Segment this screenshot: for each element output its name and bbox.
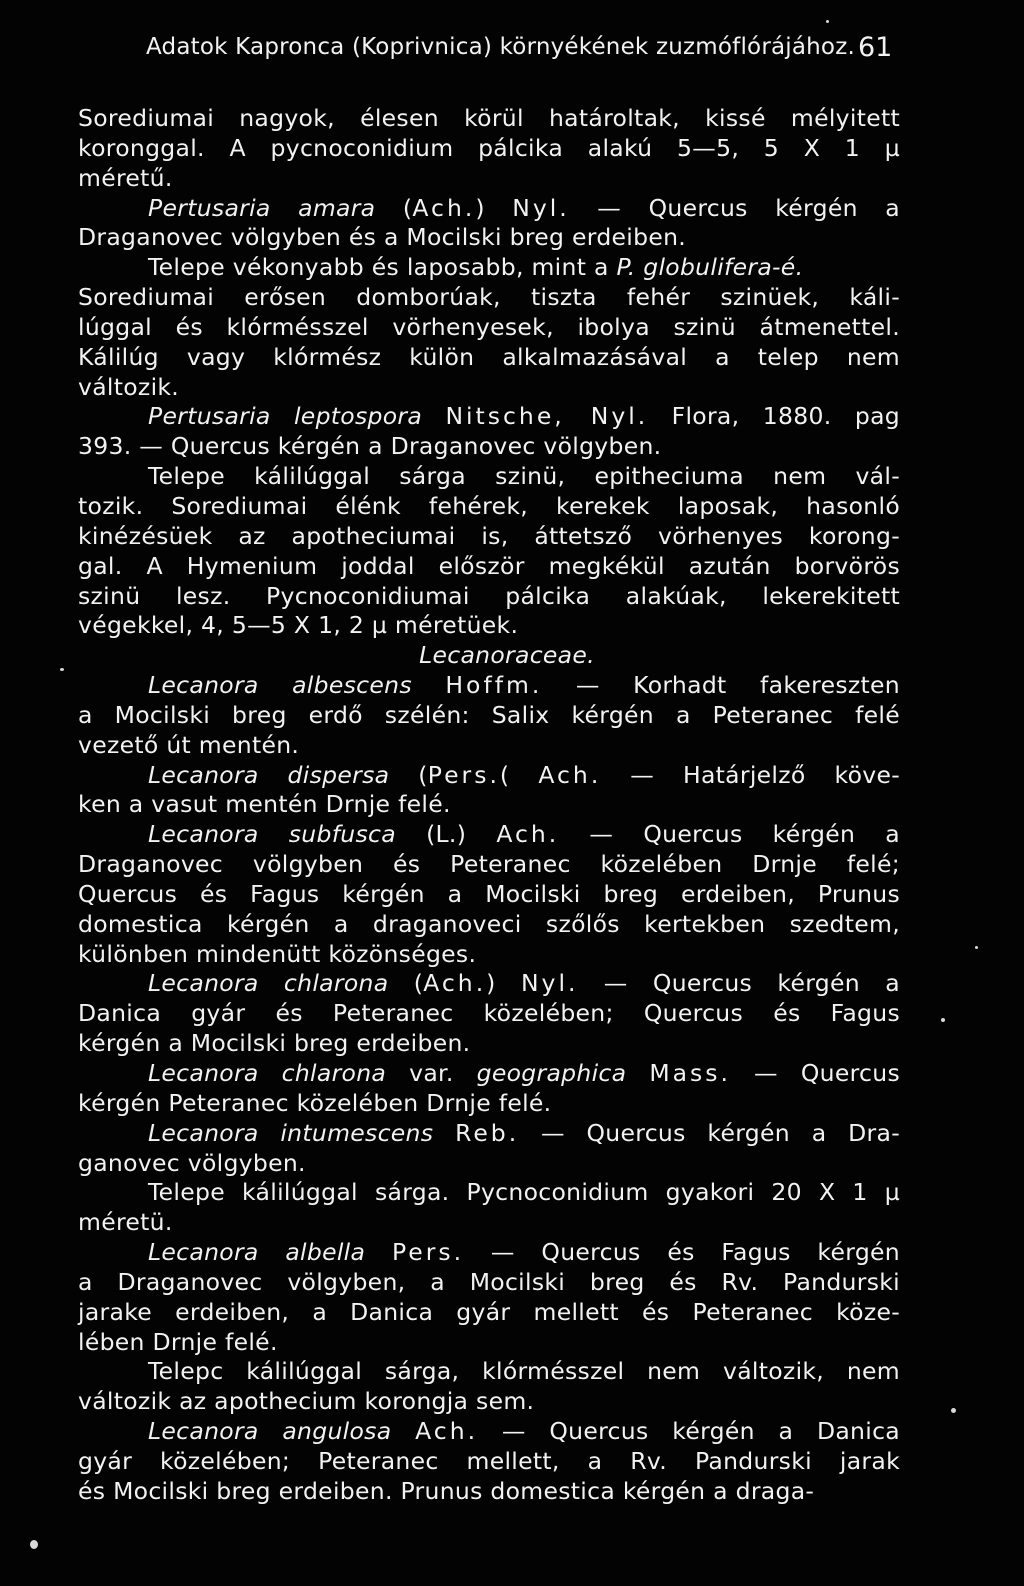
author-citation: Hoffm. — [445, 671, 543, 700]
text-run — [391, 1417, 415, 1445]
text-run: Sorediumai nagyok, élesen körül határoltak, kissé mélyitett — [78, 104, 900, 132]
text-run — [365, 1238, 392, 1266]
text-line — [78, 1208, 900, 1238]
text-run: gal. A Hymenium joddal először megkékül azután borvörös — [78, 551, 900, 580]
text-run: vezető út mentén. — [78, 730, 300, 759]
taxon-name: geographica — [476, 1059, 627, 1087]
author-citation: Ach. — [415, 1417, 479, 1446]
author-citation: Mass. — [649, 1059, 732, 1087]
author-citation: Ach. — [412, 193, 476, 222]
text-line — [78, 611, 900, 641]
text-line — [78, 1059, 900, 1089]
text-run: ( — [389, 760, 428, 789]
text-run: koronggal. A pycnoconidium pálcika alakú 5—5, 5 X 1 µ — [78, 133, 900, 162]
page-number: 61 — [858, 32, 893, 63]
text-run: — Korhadt fakereszten — [542, 671, 901, 700]
text-line — [78, 1417, 900, 1447]
scan-speck — [30, 1540, 38, 1549]
taxon-name: Pertusaria leptospora — [148, 402, 423, 431]
text-run: szinü lesz. Pycnoconidiumai pálcika alakúak, lekerekitett — [78, 581, 900, 610]
text-run: Telepe vékonyabb és laposabb, mint a — [148, 253, 617, 282]
author-citation: Pers. — [427, 760, 500, 789]
header-title: Adatok Kapronca (Koprivnica) környékének zuzmóflórájához. — [146, 34, 855, 60]
text-line — [78, 552, 900, 582]
text-line — [78, 671, 900, 701]
text-line — [78, 940, 900, 970]
text-line — [78, 104, 900, 134]
text-line — [78, 731, 900, 761]
text-run: Kálilúg vagy klórmész külön alkalmazásával a telep nem — [78, 342, 900, 371]
text-line — [78, 522, 900, 552]
text-line — [78, 373, 900, 403]
text-line — [78, 313, 900, 343]
text-line — [78, 492, 900, 522]
scan-speck — [951, 1408, 956, 1413]
text-run: Draganovec völgyben és Peteranec közelében Drnje felé; — [78, 850, 900, 879]
taxon-name: Pertusaria amara — [148, 193, 376, 222]
text-line — [78, 1119, 900, 1149]
text-line — [78, 343, 900, 373]
body-text — [78, 104, 900, 1507]
text-run: ganovec völgyben. — [78, 1148, 306, 1177]
text-line — [78, 164, 900, 194]
text-run: Danica gyár és Peteranec közelében; Quercus és Fagus — [78, 999, 900, 1028]
text-run: — Quercus és Fagus kérgén — [464, 1238, 900, 1267]
text-run: var. — [386, 1059, 477, 1087]
taxon-name: Lecanora chlarona — [148, 1059, 387, 1087]
text-run: Telepc kálilúggal sárga, klórmésszel nem változik, nem — [148, 1357, 900, 1386]
text-line — [78, 1178, 900, 1208]
taxon-name: P. globulifera-é. — [616, 253, 804, 282]
text-run: — Quercus kérgén a Dra- — [519, 1118, 901, 1147]
text-run: Quercus és Fagus kérgén a Mocilski breg erdeiben, Prunus — [78, 879, 900, 908]
taxon-name: Lecanora albescens — [148, 671, 412, 700]
text-run: — Quercus kérgén a Danica — [478, 1417, 900, 1446]
text-line — [78, 761, 900, 791]
text-run: méretü. — [78, 1208, 173, 1237]
author-citation: Nyl. — [520, 969, 579, 998]
text-line — [78, 850, 900, 880]
text-line — [78, 1328, 900, 1358]
text-run: jarake erdeiben, a Danica gyár mellett és Peteranec köze- — [78, 1297, 900, 1326]
text-run: a Draganovec völgyben, a Mocilski breg és Rv. Pandurski — [78, 1267, 900, 1296]
text-line — [78, 134, 900, 164]
scan-speck — [941, 1018, 945, 1022]
text-line — [78, 910, 900, 940]
text-run: (L.) — [395, 820, 497, 849]
text-run: és Mocilski breg erdeiben. Prunus domestica kérgén a draga- — [78, 1476, 815, 1505]
text-run: lében Drnje felé. — [78, 1327, 278, 1356]
text-run: Sorediumai erősen domborúak, tiszta fehér szinüek, káli- — [78, 283, 900, 312]
taxon-name: Lecanora intumescens — [148, 1118, 434, 1147]
text-line — [78, 432, 900, 462]
text-run: Telepe kálilúggal sárga szinü, epitheciuma nem vál- — [148, 462, 900, 491]
text-line — [78, 283, 900, 313]
text-run: 393. — Quercus kérgén a Draganovec völgyben. — [78, 432, 662, 461]
text-line — [78, 1149, 900, 1179]
text-line — [78, 790, 900, 820]
text-run: — Quercus — [731, 1059, 901, 1087]
text-run: méretű. — [78, 163, 173, 192]
text-run: ( — [499, 760, 539, 789]
author-citation: Nitsche, Nyl. — [445, 402, 649, 431]
text-run: Telepe kálilúggal sárga. Pycnoconidium gyakori 20 X 1 µ — [148, 1178, 900, 1207]
text-run — [626, 1059, 649, 1087]
text-run: tozik. Sorediumai élénk fehérek, kerekek laposak, hasonló — [78, 491, 900, 520]
text-run: domestica kérgén a draganoveci szőlős kertekben szedtem, — [78, 909, 900, 938]
text-line — [78, 253, 900, 283]
text-line — [78, 1238, 900, 1268]
text-run: ) — [486, 969, 521, 998]
taxon-name: Lecanora subfusca — [148, 820, 396, 849]
text-run: — Quercus kérgén a — [578, 969, 900, 998]
text-run: — Határjelző köve- — [601, 760, 900, 789]
text-line — [78, 462, 900, 492]
text-run: ) — [475, 193, 513, 222]
text-line — [78, 999, 900, 1029]
taxon-name: Lecanora angulosa — [148, 1417, 392, 1446]
author-citation: Ach. — [496, 820, 560, 849]
text-run: különben mindenütt közönséges. — [78, 939, 477, 968]
text-line — [78, 969, 900, 999]
text-run: ken a vasut mentén Drnje felé. — [78, 790, 451, 819]
taxon-name: Lecanora chlarona — [148, 969, 389, 998]
section-heading — [78, 641, 900, 671]
text-run — [412, 671, 446, 699]
text-run: lúggal és klórmésszel vörhenyesek, ibolya szinü átmenettel. — [78, 312, 900, 341]
text-line — [78, 820, 900, 850]
scan-speck — [975, 946, 978, 949]
text-run — [433, 1119, 455, 1147]
taxon-name: Lecanora albella — [148, 1238, 366, 1267]
text-line — [78, 1298, 900, 1328]
text-run: kinézésüek az apotheciumai is, áttetsző vörhenyes korong- — [78, 521, 900, 550]
text-line — [78, 194, 900, 224]
text-line — [78, 1447, 900, 1477]
text-line — [78, 1089, 900, 1119]
text-run: — Quercus kérgén a — [559, 820, 901, 849]
text-line — [78, 1029, 900, 1059]
text-run: kérgén a Mocilski breg erdeiben. — [78, 1029, 471, 1058]
text-line — [78, 880, 900, 910]
text-run: kérgén Peteranec közelében Drnje felé. — [78, 1088, 552, 1117]
taxon-name: Lecanoraceae. — [419, 641, 595, 670]
text-run: ( — [375, 193, 413, 222]
text-line — [78, 1268, 900, 1298]
text-run: változik. — [78, 372, 180, 401]
text-line — [78, 1477, 900, 1507]
scan-speck — [826, 20, 829, 23]
author-citation: Pers. — [391, 1238, 465, 1267]
text-run: ( — [388, 969, 424, 998]
text-run: Flora, 1880. pag — [648, 402, 900, 431]
text-line — [78, 1387, 900, 1417]
text-run: gyár közelében; Peteranec mellett, a Rv. Pandurski jarak — [78, 1446, 900, 1475]
text-line — [78, 223, 900, 253]
text-line — [78, 582, 900, 612]
scan-speck — [60, 668, 64, 671]
author-citation: Ach. — [538, 760, 602, 789]
text-run: végekkel, 4, 5—5 X 1, 2 µ méretüek. — [78, 611, 519, 640]
author-citation: Nyl. — [512, 193, 570, 222]
text-line — [78, 1357, 900, 1387]
text-run — [422, 402, 445, 430]
running-header — [0, 28, 1024, 72]
text-run: a Mocilski breg erdő szélén: Salix kérgén a Peteranec felé — [78, 700, 900, 729]
author-citation: Reb. — [455, 1118, 520, 1147]
taxon-name: Lecanora dispersa — [148, 760, 390, 789]
text-line — [78, 402, 900, 432]
text-run: Draganovec völgyben és a Mocilski breg erdeiben. — [78, 223, 687, 252]
text-run: változik az apothecium korongja sem. — [78, 1387, 535, 1416]
author-citation: Ach. — [423, 969, 487, 998]
text-line — [78, 701, 900, 731]
text-run: — Quercus kérgén a — [569, 193, 900, 222]
